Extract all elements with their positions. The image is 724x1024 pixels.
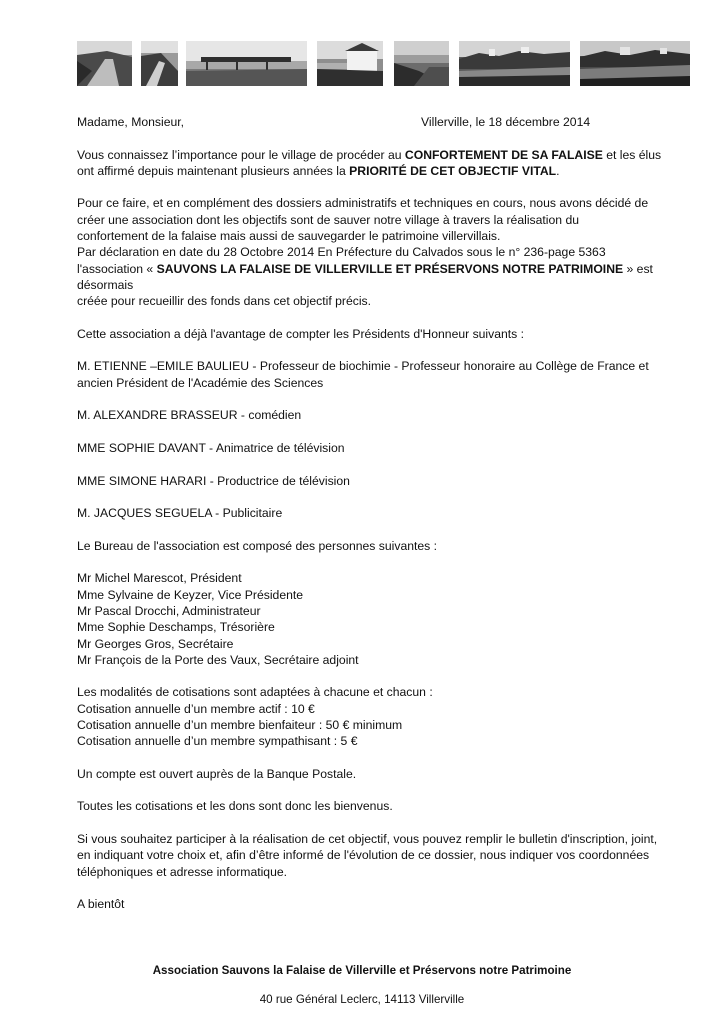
honorary-president: MME SIMONE HARARI - Productrice de télévision: [77, 473, 350, 488]
fee-line: Cotisation annuelle d’un membre actif : 10 €: [77, 701, 315, 716]
intro-paragraph: [77, 147, 677, 180]
purpose-line: créer une association dont les objectifs sont de sauver notre village à travers la réalisation du: [77, 212, 579, 227]
bureau-member: Mr Georges Gros, Secrétaire: [77, 636, 234, 651]
fee-line: Cotisation annuelle d’un membre bienfaiteur : 50 € minimum: [77, 717, 403, 732]
association-name-bold: SAUVONS LA FALAISE DE VILLERVILLE ET PRÉSERVONS NOTRE PATRIMOINE: [156, 261, 624, 276]
photo-stairs-sea: [394, 41, 449, 86]
honorary-president: MME SOPHIE DAVANT - Animatrice de télévision: [77, 440, 345, 455]
purpose-line: Pour ce faire, et en complément des dossiers administratifs et techniques en cours, nous avons décidé de: [77, 196, 649, 211]
honorary-president: [77, 358, 677, 391]
purpose-line: Par déclaration en date du 28 Octobre 2014 En Préfecture du Calvados sous le n° 236-page 5363: [77, 245, 606, 260]
place-date: Villerville, le 18 décembre 2014: [421, 115, 591, 129]
bureau-member: Mr Pascal Drocchi, Administrateur: [77, 603, 261, 618]
intro-text-mid: et les élus ont affirmé depuis maintenant plusieurs années la: [77, 147, 662, 178]
bureau-member: Mme Sophie Deschamps, Trésorière: [77, 620, 275, 635]
fee-line: Cotisation annuelle d’un membre sympathisant : 5 €: [77, 734, 358, 749]
closing-line: en indiquant votre choix et, afin d’être informé de l'évolution de ce dossier, nous indiquer vos coordonnées: [77, 848, 650, 863]
closing-line: téléphoniques et adresse informatique.: [77, 864, 288, 879]
purpose-paragraph: [77, 195, 677, 309]
bureau-member: Mr Michel Marescot, Président: [77, 571, 242, 586]
bureau-member: Mr François de la Porte des Vaux, Secrétaire adjoint: [77, 652, 359, 667]
photo-house-sea: [317, 41, 383, 86]
letter-header: [77, 114, 677, 130]
closing-paragraph: [77, 831, 677, 880]
honorary-president: M. ALEXANDRE BRASSEUR - comédien: [77, 408, 302, 423]
photo-village-cliff: [459, 41, 570, 86]
intro-text-pre: Vous connaissez l’importance pour le village de procéder au: [77, 147, 405, 162]
photo-cliff-path: [141, 41, 178, 86]
honorary-president-line: ancien Président de l'Académie des Sciences: [77, 375, 324, 390]
honorary-intro: Cette association a déjà l'avantage de compter les Présidents d'Honneur suivants :: [77, 326, 525, 341]
fees-block: [77, 684, 677, 749]
photo-cliff-road: [77, 41, 132, 86]
footer-org-name: Association Sauvons la Falaise de Villerville et Préservons notre Patrimoine: [152, 964, 572, 977]
honorary-president: M. JACQUES SEGUELA - Publicitaire: [77, 506, 283, 521]
intro-bold-priorite: PRIORITÉ DE CET OBJECTIF VITAL: [349, 163, 557, 178]
bureau-member: Mme Sylvaine de Keyzer, Vice Présidente: [77, 587, 304, 602]
fees-intro: Les modalités de cotisations sont adaptées à chacune et chacun :: [77, 685, 433, 700]
purpose-line: l'association «: [77, 261, 157, 276]
honorary-president-line: M. ETIENNE –EMILE BAULIEU - Professeur de biochimie - Professeur honoraire au Collège de France et: [77, 359, 649, 374]
welcome-note: Toutes les cotisations et les dons sont donc les bienvenus.: [77, 799, 393, 814]
salutation: Madame, Monsieur,: [77, 115, 185, 129]
purpose-line: créée pour recueillir des fonds dans cet objectif précis.: [77, 294, 372, 309]
signoff: A bientôt: [77, 897, 125, 912]
bureau-list: [77, 570, 677, 668]
letter-body: [77, 114, 677, 913]
photo-village-coast: [580, 41, 690, 86]
closing-line: Si vous souhaitez participer à la réalisation de cet objectif, vous pouvez remplir le bulletin d'inscription, joint,: [77, 832, 658, 847]
bank-note: Un compte est ouvert auprès de la Banque Postale.: [77, 766, 357, 781]
intro-text-post: .: [556, 163, 560, 178]
purpose-line: » est désormais: [77, 261, 653, 292]
purpose-line: confortement de la falaise mais aussi de sauvegarder le patrimoine villervillais.: [77, 229, 501, 244]
bureau-intro: Le Bureau de l'association est composé des personnes suivantes :: [77, 538, 438, 553]
footer-address: 40 rue Général Leclerc, 14113 Villerville: [259, 993, 465, 1006]
photo-seafront-pier: [186, 41, 307, 86]
intro-bold-confortement: CONFORTEMENT DE SA FALAISE: [404, 147, 603, 162]
